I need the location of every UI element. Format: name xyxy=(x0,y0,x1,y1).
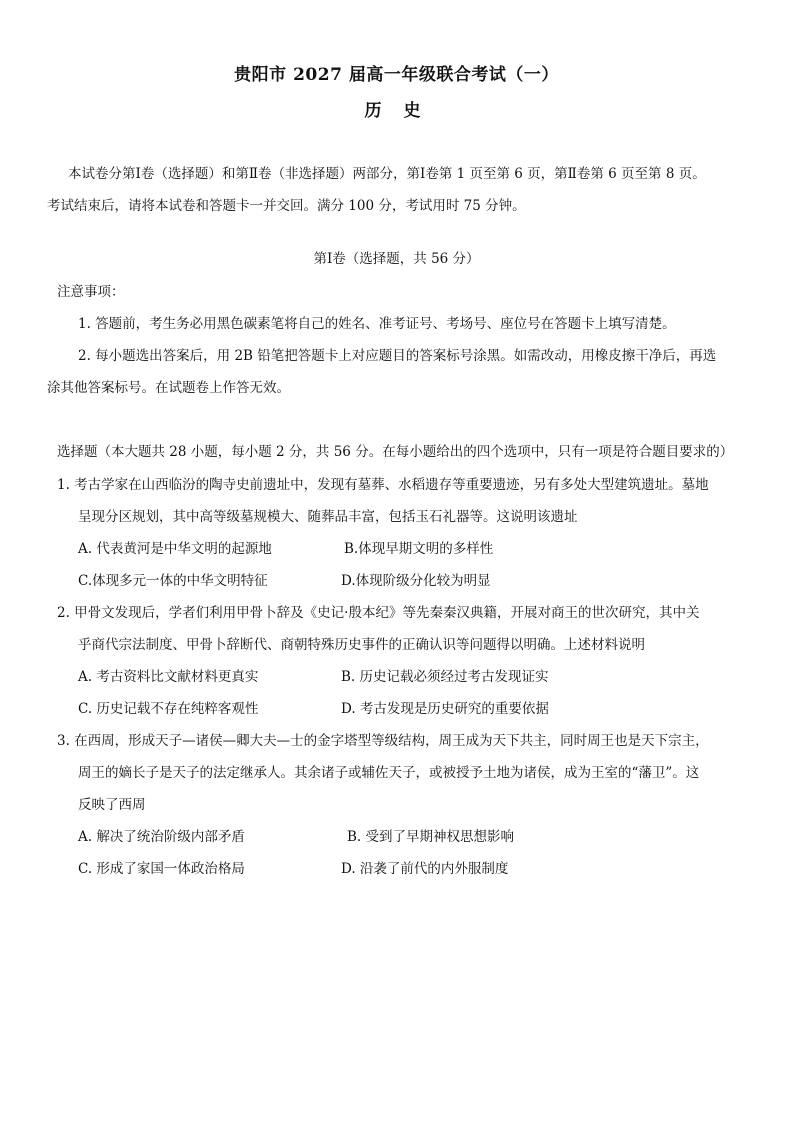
question-3-option-b: B. 受到了早期神权思想影响 xyxy=(347,829,515,845)
question-2-option-b: B. 历史记载必须经过考古发现证实 xyxy=(341,669,549,685)
question-2-line-1: 2. 甲骨文发现后，学者们利用甲骨卜辞及《史记·殷本纪》等先秦秦汉典籍，开展对商王的世次研究，其中关 xyxy=(57,605,700,621)
subject-title: 历 史 xyxy=(364,101,429,121)
question-1-option-b: B.体现早期文明的多样性 xyxy=(344,541,494,557)
choice-instructions: 选择题（本大题共 28 小题，每小题 2 分，共 56 分。在每小题给出的四个选项中，只有一项是符合题目要求的） xyxy=(57,444,734,460)
note-item-1: 1. 答题前，考生务必用黑色碳素笔将自己的姓名、准考证号、考场号、座位号在答题卡上填写清楚。 xyxy=(78,316,676,332)
question-3-option-c: C. 形成了家国一体政治格局 xyxy=(78,861,245,877)
note-item-2-line-1: 2. 每小题选出答案后，用 2B 铅笔把答题卡上对应题目的答案标号涂黑。如需改动，用橡皮擦干净后，再选 xyxy=(78,348,717,364)
notes-heading: 注意事项： xyxy=(57,284,125,300)
intro-line-2: 考试结束后，请将本试卷和答题卡一并交回。满分 100 分，考试用时 75 分钟。 xyxy=(47,198,526,214)
section-1-heading: 第Ⅰ卷（选择题，共 56 分） xyxy=(313,251,480,267)
question-3-line-3: 反映了西周 xyxy=(78,797,146,813)
question-2-option-a: A. 考古资料比文献材料更真实 xyxy=(78,669,259,685)
question-1-line-2: 呈现分区规划，其中高等级墓规模大、随葬品丰富，包括玉石礼器等。这说明该遗址 xyxy=(78,509,578,525)
question-3-line-2: 周王的嫡长子是天子的法定继承人。其余诸子或辅佐天子，或被授予土地为诸侯，成为王室的“藩卫”。这 xyxy=(78,765,700,781)
exam-title: 贵阳市 2027 届高一年级联合考试（一） xyxy=(234,65,559,85)
question-1-option-d: D.体现阶级分化较为明显 xyxy=(341,573,491,589)
question-1-option-c: C.体现多元一体的中华文明特征 xyxy=(78,573,268,589)
question-3-line-1: 3. 在西周，形成天子—诸侯—卿大夫—士的金字塔型等级结构，周王成为天下共主，同时周王也是天下宗主， xyxy=(57,733,709,749)
note-item-2-line-2: 涂其他答案标号。在试题卷上作答无效。 xyxy=(47,380,290,396)
question-1-line-1: 1. 考古学家在山西临汾的陶寺史前遗址中，发现有墓葬、水稻遗存等重要遗迹，另有多处大型建筑遗址。墓地 xyxy=(57,477,709,493)
question-1-option-a: A. 代表黄河是中华文明的起源地 xyxy=(78,541,272,557)
question-2-option-d: D. 考古发现是历史研究的重要依据 xyxy=(341,701,549,717)
question-2-option-c: C. 历史记载不存在纯粹客观性 xyxy=(78,701,259,717)
question-3-option-a: A. 解决了统治阶级内部矛盾 xyxy=(78,829,245,845)
intro-line-1: 本试卷分第Ⅰ卷（选择题）和第Ⅱ卷（非选择题）两部分，第Ⅰ卷第 1 页至第 6 页，第Ⅱ卷第 6 页至第 8 页。 xyxy=(68,166,706,182)
question-2-line-2: 乎商代宗法制度、甲骨卜辞断代、商朝特殊历史事件的正确认识等问题得以明确。上述材料说明 xyxy=(78,637,645,653)
question-3-option-d: D. 沿袭了前代的内外服制度 xyxy=(341,861,509,877)
